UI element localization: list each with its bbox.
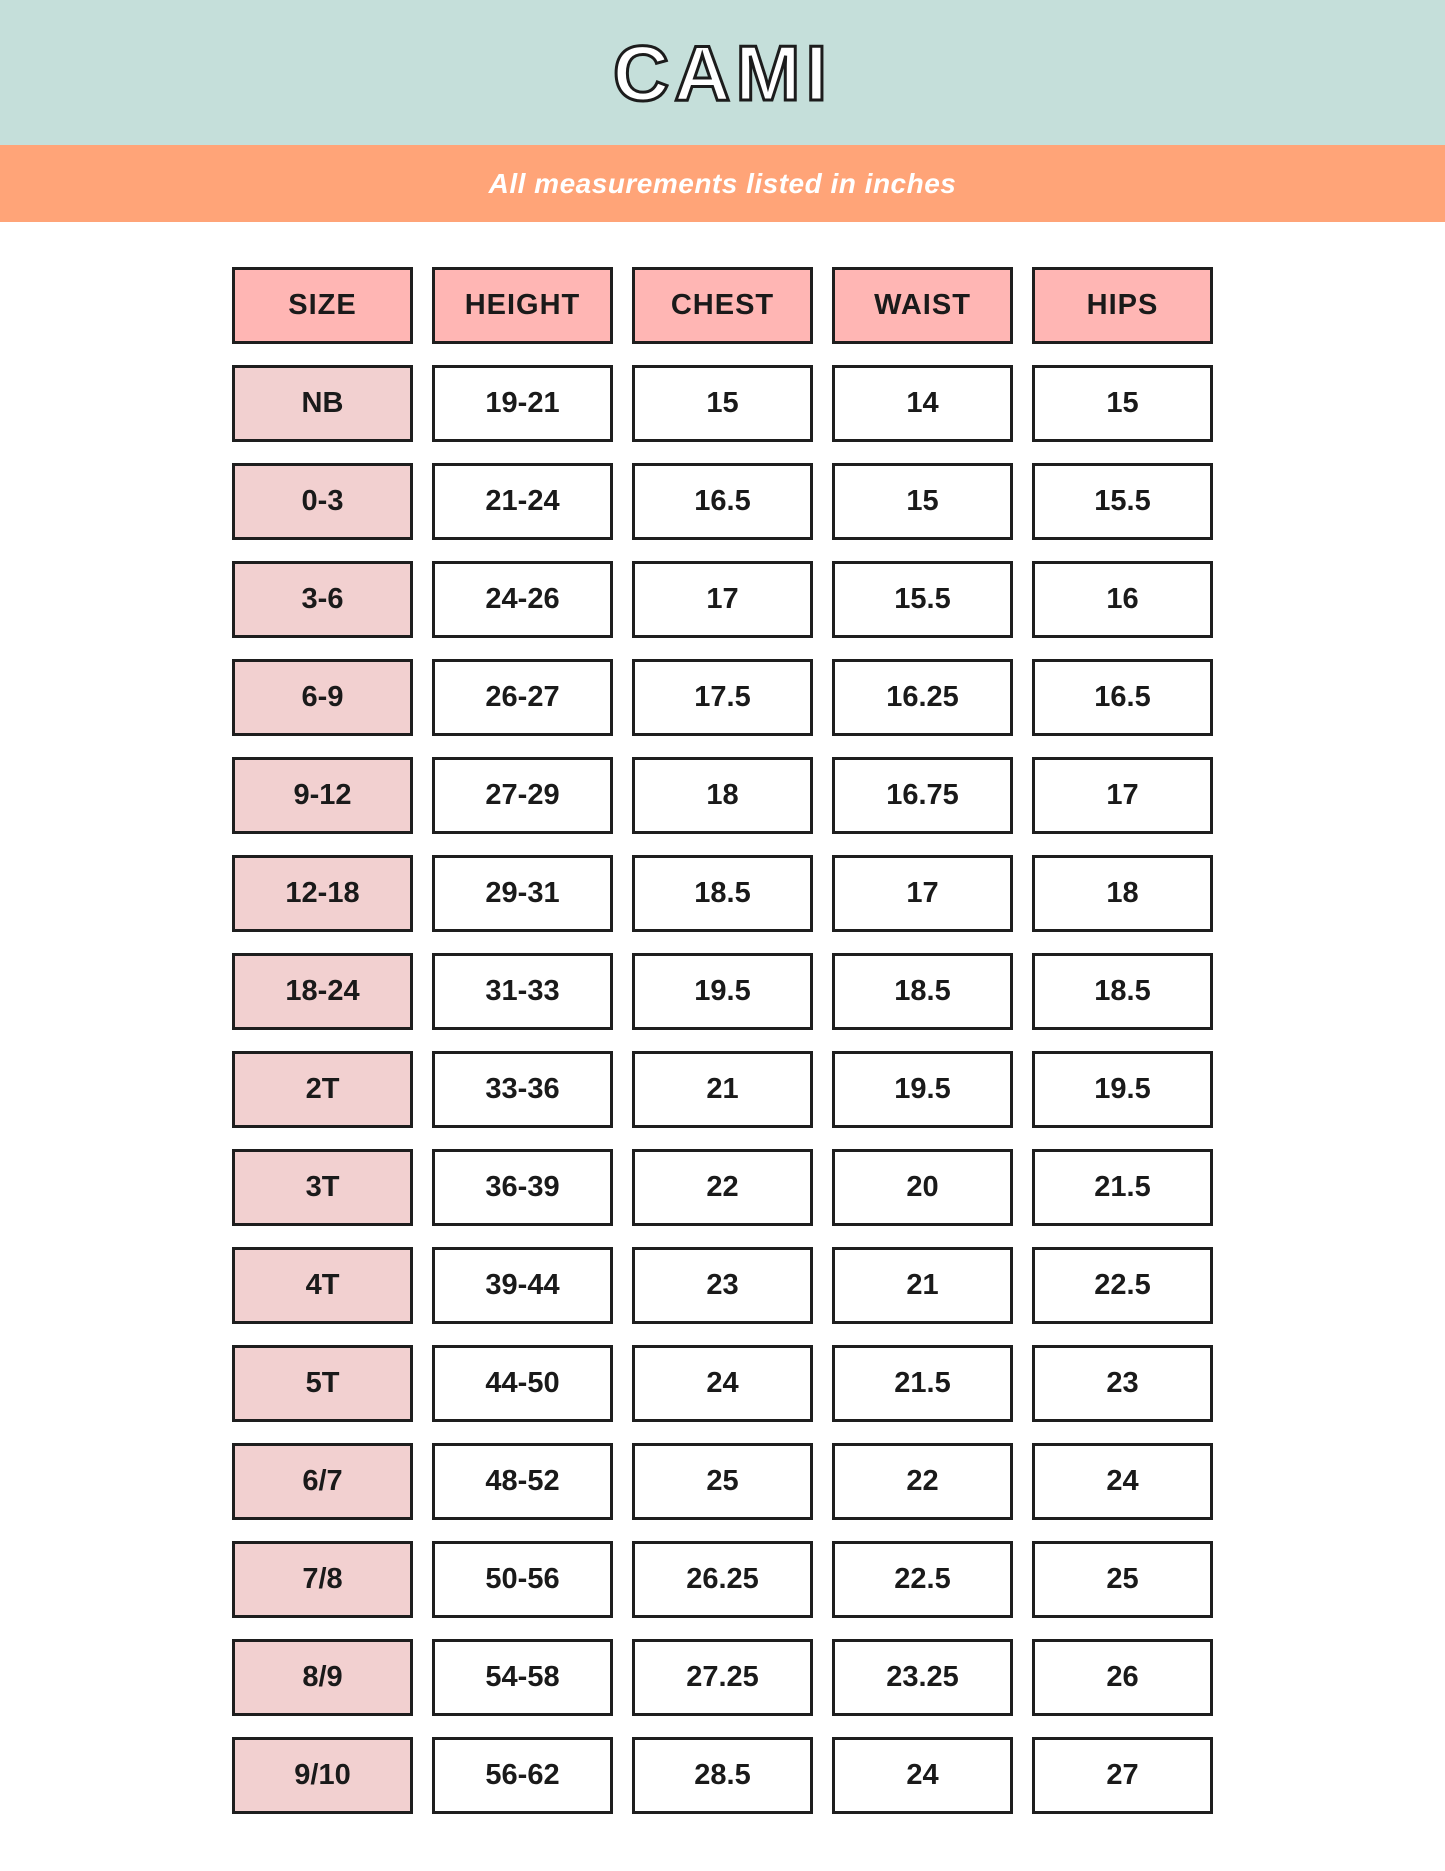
- measurement-cell-height: 27-29: [432, 757, 613, 834]
- measurement-cell-waist: 16.75: [832, 757, 1013, 834]
- measurement-cell-waist: 15: [832, 463, 1013, 540]
- measurement-cell-waist: 16.25: [832, 659, 1013, 736]
- measurement-cell-height: 19-21: [432, 365, 613, 442]
- measurement-cell-chest: 15: [632, 365, 813, 442]
- measurement-cell-chest: 19.5: [632, 953, 813, 1030]
- measurement-cell-hips: 17: [1032, 757, 1213, 834]
- measurement-cell-hips: 25: [1032, 1541, 1213, 1618]
- measurement-cell-height: 26-27: [432, 659, 613, 736]
- measurement-cell-hips: 24: [1032, 1443, 1213, 1520]
- measurement-cell-waist: 21.5: [832, 1345, 1013, 1422]
- column-header-chest: CHEST: [632, 267, 813, 344]
- size-label-cell: 4T: [232, 1247, 413, 1324]
- measurement-cell-height: 33-36: [432, 1051, 613, 1128]
- measurement-cell-hips: 19.5: [1032, 1051, 1213, 1128]
- measurement-cell-chest: 28.5: [632, 1737, 813, 1814]
- measurement-cell-hips: 16: [1032, 561, 1213, 638]
- measurement-cell-height: 29-31: [432, 855, 613, 932]
- measurement-cell-waist: 24: [832, 1737, 1013, 1814]
- measurement-cell-waist: 22.5: [832, 1541, 1013, 1618]
- measurement-cell-height: 48-52: [432, 1443, 613, 1520]
- measurement-cell-chest: 18: [632, 757, 813, 834]
- title-banner: [0, 0, 1445, 145]
- measurement-cell-height: 54-58: [432, 1639, 613, 1716]
- measurement-cell-height: 56-62: [432, 1737, 613, 1814]
- measurement-cell-chest: 23: [632, 1247, 813, 1324]
- size-label-cell: 0-3: [232, 463, 413, 540]
- measurement-cell-waist: 17: [832, 855, 1013, 932]
- measurement-cell-chest: 24: [632, 1345, 813, 1422]
- measurement-cell-hips: 27: [1032, 1737, 1213, 1814]
- size-label-cell: 6/7: [232, 1443, 413, 1520]
- measurement-cell-hips: 15.5: [1032, 463, 1213, 540]
- measurement-cell-waist: 19.5: [832, 1051, 1013, 1128]
- size-label-cell: 8/9: [232, 1639, 413, 1716]
- column-header-size: SIZE: [232, 267, 413, 344]
- column-header-height: HEIGHT: [432, 267, 613, 344]
- size-label-cell: 12-18: [232, 855, 413, 932]
- measurement-cell-height: 44-50: [432, 1345, 613, 1422]
- size-label-cell: 3T: [232, 1149, 413, 1226]
- measurement-cell-hips: 16.5: [1032, 659, 1213, 736]
- measurement-cell-height: 50-56: [432, 1541, 613, 1618]
- column-header-waist: WAIST: [832, 267, 1013, 344]
- measurement-cell-hips: 15: [1032, 365, 1213, 442]
- size-label-cell: 9/10: [232, 1737, 413, 1814]
- column-header-hips: HIPS: [1032, 267, 1213, 344]
- measurement-cell-waist: 15.5: [832, 561, 1013, 638]
- size-label-cell: 5T: [232, 1345, 413, 1422]
- measurement-cell-hips: 21.5: [1032, 1149, 1213, 1226]
- measurement-cell-waist: 20: [832, 1149, 1013, 1226]
- measurement-cell-height: 31-33: [432, 953, 613, 1030]
- measurement-cell-chest: 16.5: [632, 463, 813, 540]
- size-label-cell: NB: [232, 365, 413, 442]
- size-label-cell: 2T: [232, 1051, 413, 1128]
- measurement-cell-hips: 18.5: [1032, 953, 1213, 1030]
- measurement-cell-height: 39-44: [432, 1247, 613, 1324]
- subtitle-banner: [0, 145, 1445, 222]
- measurement-cell-chest: 27.25: [632, 1639, 813, 1716]
- measurement-cell-chest: 18.5: [632, 855, 813, 932]
- size-label-cell: 9-12: [232, 757, 413, 834]
- measurement-cell-chest: 25: [632, 1443, 813, 1520]
- size-label-cell: 7/8: [232, 1541, 413, 1618]
- measurement-cell-hips: 18: [1032, 855, 1213, 932]
- measurement-cell-hips: 23: [1032, 1345, 1213, 1422]
- measurement-cell-chest: 22: [632, 1149, 813, 1226]
- measurement-cell-waist: 21: [832, 1247, 1013, 1324]
- measurement-cell-height: 24-26: [432, 561, 613, 638]
- size-label-cell: 18-24: [232, 953, 413, 1030]
- size-label-cell: 3-6: [232, 561, 413, 638]
- measurement-cell-waist: 18.5: [832, 953, 1013, 1030]
- measurement-cell-waist: 22: [832, 1443, 1013, 1520]
- size-label-cell: 6-9: [232, 659, 413, 736]
- measurement-note: All measurements listed in inches: [488, 167, 957, 199]
- measurement-cell-hips: 22.5: [1032, 1247, 1213, 1324]
- size-chart-table: [232, 267, 1213, 1814]
- measurement-cell-height: 21-24: [432, 463, 613, 540]
- page-title: CAMI: [612, 28, 833, 117]
- measurement-cell-chest: 17.5: [632, 659, 813, 736]
- measurement-cell-waist: 14: [832, 365, 1013, 442]
- measurement-cell-hips: 26: [1032, 1639, 1213, 1716]
- measurement-cell-waist: 23.25: [832, 1639, 1013, 1716]
- measurement-cell-chest: 17: [632, 561, 813, 638]
- measurement-cell-height: 36-39: [432, 1149, 613, 1226]
- measurement-cell-chest: 26.25: [632, 1541, 813, 1618]
- measurement-cell-chest: 21: [632, 1051, 813, 1128]
